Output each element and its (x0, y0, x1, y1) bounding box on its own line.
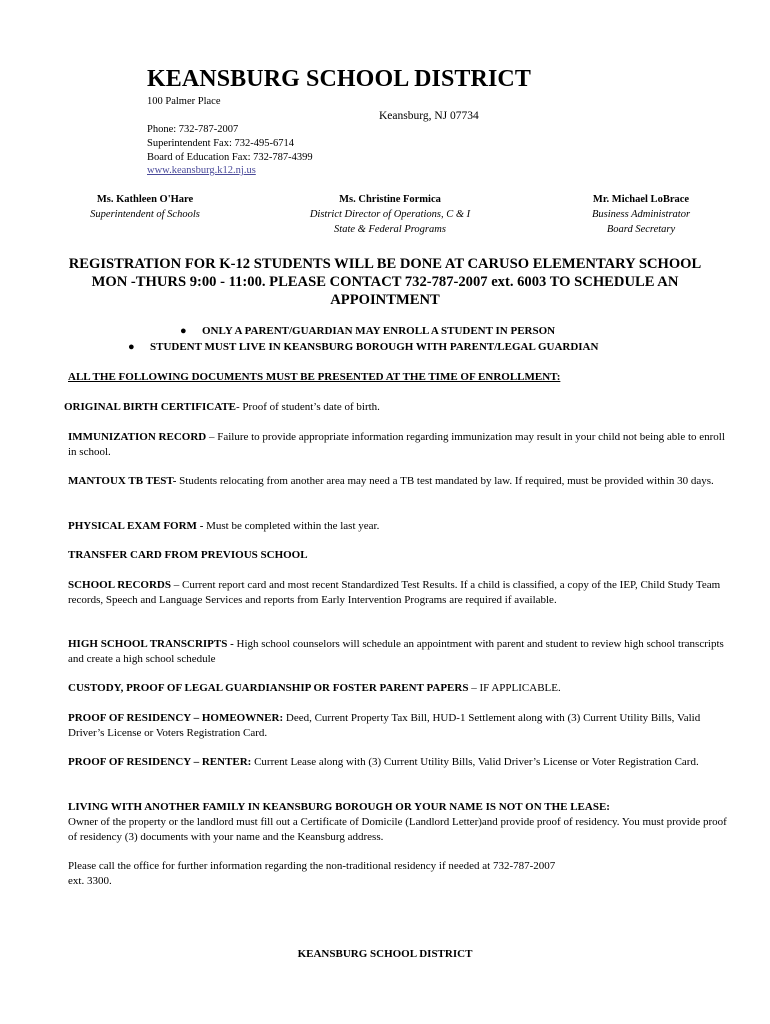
item-text: Current Lease along with (3) Current Utility Bills, Valid Driver’s License or Voter Registration Card. (251, 756, 699, 768)
staff-block-director (290, 192, 490, 237)
registration-line: APPOINTMENT (330, 292, 440, 308)
call-office-note (68, 859, 728, 889)
item-heading: SCHOOL RECORDS (68, 579, 171, 591)
bullet-text: ONLY A PARENT/GUARDIAN MAY ENROLL A STUDENT IN PERSON (202, 325, 556, 337)
staff-block-business-admin (566, 192, 716, 237)
item-heading: PROOF OF RESIDENCY – HOMEOWNER: (68, 712, 284, 724)
bullet-item (128, 341, 598, 353)
registration-notice (40, 255, 730, 309)
item-heading: MANTOUX TB TEST- (68, 475, 177, 487)
item-custody (68, 681, 728, 696)
staff-role: Board Secretary (606, 224, 676, 235)
item-text: - Proof of student’s date of birth. (236, 401, 380, 413)
bullet-icon: ● (128, 341, 135, 353)
bullet-text: STUDENT MUST LIVE IN KEANSBURG BOROUGH WITH PARENT/LEGAL GUARDIAN (150, 341, 599, 353)
item-transfer-card (68, 548, 728, 563)
bullet-icon: ● (180, 325, 187, 337)
website-link[interactable]: www.keansburg.k12.nj.us (147, 165, 256, 176)
item-text: Students relocating from another area may need a TB test mandated by law. If required, must be provided within 30 days. (176, 475, 714, 487)
item-text: – IF APPLICABLE. (468, 682, 561, 694)
staff-block-superintendent (62, 192, 228, 222)
item-heading: IMMUNIZATION RECORD (68, 431, 207, 443)
item-heading: PROOF OF RESIDENCY – RENTER: (68, 756, 252, 768)
item-school-records (68, 578, 728, 608)
documents-header: ALL THE FOLLOWING DOCUMENTS MUST BE PRESENTED AT THE TIME OF ENROLLMENT: (68, 371, 561, 383)
item-residency-renter (68, 755, 728, 770)
staff-name: Mr. Michael LoBrace (592, 194, 690, 205)
staff-role: District Director of Operations, C & I (309, 209, 471, 220)
item-text: Must be completed within the last year. (203, 520, 380, 532)
item-birth-certificate (64, 400, 724, 415)
superintendent-fax-line: Superintendent Fax: 732-495-6714 (147, 138, 294, 149)
item-text: – Current report card and most recent Standardized Test Results. If a child is classified, a copy of the IEP, Child Study Team records, Speech and Language Services and reports from Early Intervention Programs are required if available. (68, 579, 721, 606)
footer-district-name: KEANSBURG SCHOOL DISTRICT (297, 948, 473, 960)
registration-line: REGISTRATION FOR K-12 STUDENTS WILL BE DONE AT CARUSO ELEMENTARY SCHOOL (68, 256, 702, 272)
city-line: Keansburg, NJ 07734 (379, 110, 479, 122)
address-line: 100 Palmer Place (147, 96, 221, 107)
item-text: Deed, Current Property Tax Bill, HUD-1 Settlement along with (3) Current Utility Bills, Valid Driver’s License or Voters Registration Card. (68, 712, 701, 739)
item-hs-transcripts (68, 637, 728, 667)
staff-name: Ms. Kathleen O'Hare (96, 194, 194, 205)
item-residency-homeowner (68, 711, 728, 741)
item-immunization (68, 430, 728, 460)
call-note-line: Please call the office for further information regarding the non-traditional residency if needed at 732-787-2007 (68, 860, 556, 872)
item-heading: CUSTODY, PROOF OF LEGAL GUARDIANSHIP OR FOSTER PARENT PAPERS (68, 682, 469, 694)
item-heading: TRANSFER CARD FROM PREVIOUS SCHOOL (68, 549, 308, 561)
item-text: High school counselors will schedule an appointment with parent and student to review high school transcripts and create a high school schedule (68, 638, 724, 665)
staff-name: Ms. Christine Formica (339, 194, 441, 205)
item-living-with-family (68, 800, 728, 845)
call-note-line: ext. 3300. (68, 875, 112, 887)
item-physical-exam (68, 519, 728, 534)
item-heading: PHYSICAL EXAM FORM - (68, 520, 204, 532)
item-tb-test (68, 474, 728, 489)
bullet-item (180, 325, 555, 337)
item-heading: ORIGINAL BIRTH CERTIFICATE (64, 401, 237, 413)
staff-role: State & Federal Programs (334, 224, 446, 235)
board-fax-line: Board of Education Fax: 732-787-4399 (147, 152, 313, 163)
staff-role: Business Administrator (591, 209, 691, 220)
phone-line: Phone: 732-787-2007 (147, 124, 239, 135)
staff-role: Superintendent of Schools (90, 209, 200, 220)
item-heading: HIGH SCHOOL TRANSCRIPTS - (68, 638, 234, 650)
district-title: KEANSBURG SCHOOL DISTRICT (147, 66, 531, 92)
registration-line: MON -THURS 9:00 - 11:00. PLEASE CONTACT 732-787-2007 ext. 6003 TO SCHEDULE AN (91, 274, 679, 290)
item-text: Owner of the property or the landlord must fill out a Certificate of Domicile (Landlord Letter)and provide proof of residency. You must provide proof of residency (3) documents with your name and the Keansburg address. (68, 816, 727, 843)
item-heading: LIVING WITH ANOTHER FAMILY IN KEANSBURG BOROUGH OR YOUR NAME IS NOT ON THE LEASE: (68, 801, 610, 813)
item-text: – Failure to provide appropriate information regarding immunization may result in your child not being able to enroll in school. (68, 431, 725, 458)
